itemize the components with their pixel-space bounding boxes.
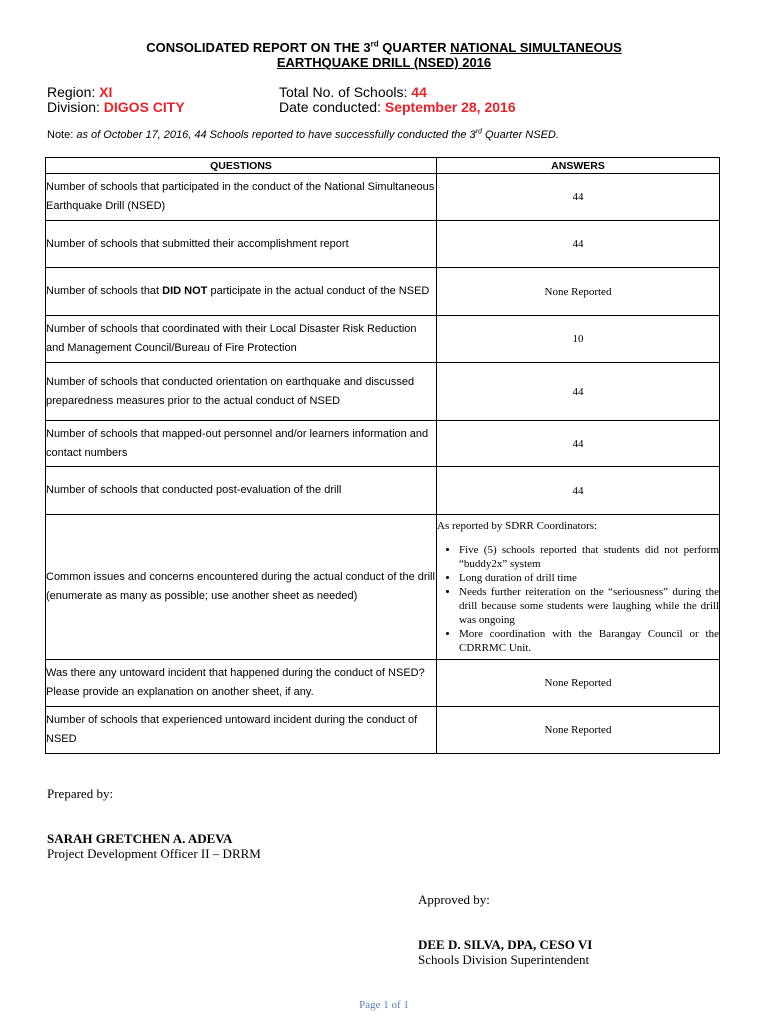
table-row <box>46 268 720 316</box>
report-note: Note: as of October 17, 2016, 44 Schools reported to have successfully conducted the 3rd Quarter NSED. <box>47 128 559 141</box>
table-row <box>46 421 720 467</box>
answer-cell: None Reported <box>437 268 720 316</box>
division-field: Division: DIGOS CITY <box>47 99 185 115</box>
answers-column-header: ANSWERS <box>437 158 720 174</box>
prepared-by-name: SARAH GRETCHEN A. ADEVA <box>47 831 233 846</box>
table-row <box>46 363 720 421</box>
issues-list <box>437 543 719 655</box>
prepared-by-position: Project Development Officer II – DRRM <box>47 846 261 861</box>
list-item: • More coordination with the Barangay Council or the CDRRMC Unit. <box>459 627 719 655</box>
report-table <box>45 157 720 754</box>
issues-intro: As reported by SDRR Coordinators: <box>437 520 598 532</box>
question-cell: Number of schools that mapped-out personnel and/or learners information and contact numbers <box>46 421 437 467</box>
question-cell: Number of schools that conducted orientation on earthquake and discussed preparedness measures prior to the actual conduct of NSED <box>46 363 437 421</box>
answer-cell: 44 <box>437 221 720 268</box>
table-header-row <box>46 158 720 174</box>
question-cell: Number of schools that submitted their accomplishment report <box>46 221 437 268</box>
answer-cell: 44 <box>437 467 720 515</box>
table-row <box>46 316 720 363</box>
table-row <box>46 707 720 754</box>
date-conducted-field: Date conducted: September 28, 2016 <box>279 99 516 115</box>
total-schools-field: Total No. of Schools: 44 <box>279 84 427 100</box>
question-cell: Common issues and concerns encountered during the actual conduct of the drill (enumerate as many as possible; use another sheet as needed) <box>46 515 437 660</box>
answer-cell: 44 <box>437 421 720 467</box>
table-row <box>46 174 720 221</box>
question-cell: Number of schools that experienced untoward incident during the conduct of NSED <box>46 707 437 754</box>
question-cell: Was there any untoward incident that happened during the conduct of NSED? Please provide an explanation on another sheet, if any. <box>46 660 437 707</box>
approved-by-name: DEE D. SILVA, DPA, CESO VI <box>418 937 593 952</box>
question-cell: Number of schools that DID NOT participate in the actual conduct of the NSED <box>46 268 437 316</box>
answer-cell: None Reported <box>437 707 720 754</box>
questions-column-header: QUESTIONS <box>46 158 437 174</box>
issues-answer-cell <box>437 515 720 660</box>
table-row <box>46 660 720 707</box>
answer-cell: 10 <box>437 316 720 363</box>
question-cell: Number of schools that coordinated with their Local Disaster Risk Reduction and Management Council/Bureau of Fire Protection <box>46 316 437 363</box>
question-cell: Number of schools that conducted post-evaluation of the drill <box>46 467 437 515</box>
region-field: Region: XI <box>47 84 113 100</box>
page-number: Page 1 of 1 <box>359 999 409 1011</box>
list-item: • Five (5) schools reported that students did not perform “buddy2x” system <box>459 543 719 571</box>
report-title-line-2: EARTHQUAKE DRILL (NSED) 2016 <box>276 55 492 70</box>
table-row <box>46 221 720 268</box>
answer-cell: 44 <box>437 174 720 221</box>
prepared-by-label: Prepared by: <box>47 786 114 801</box>
report-title-line-1: CONSOLIDATED REPORT ON THE 3rd QUARTER NATIONAL SIMULTANEOUS <box>146 39 622 55</box>
table-row <box>46 515 720 660</box>
approved-by-label: Approved by: <box>418 892 490 907</box>
list-item: • Long duration of drill time <box>459 571 719 585</box>
answer-cell: 44 <box>437 363 720 421</box>
list-item: • Needs further reiteration on the “seriousness” during the drill because some students were laughing while the drill was ongoing <box>459 585 719 627</box>
answer-cell: None Reported <box>437 660 720 707</box>
approved-by-position: Schools Division Superintendent <box>418 952 590 967</box>
question-cell: Number of schools that participated in the conduct of the National Simultaneous Earthquake Drill (NSED) <box>46 174 437 221</box>
table-row <box>46 467 720 515</box>
